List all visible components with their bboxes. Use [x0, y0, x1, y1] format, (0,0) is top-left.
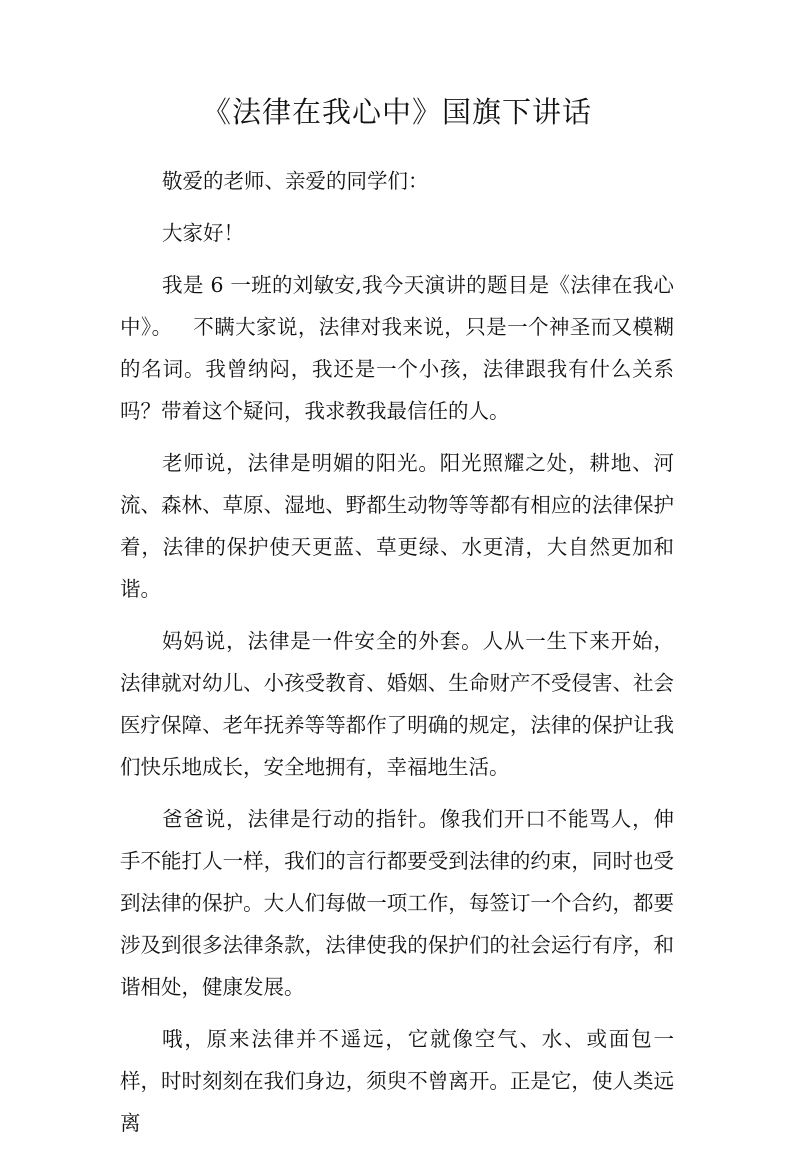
intro-paragraph: 我是 6 一班的刘敏安,我今天演讲的题目是《法律在我心中》。 不瞒大家说，法律对我来说，只是一个神圣而又模糊的名词。我曾纳闷，我还是一个小孩，法律跟我有什么关系吗？带着这个疑问，我求教我最信任的人。 — [120, 273, 674, 423]
document-page — [120, 92, 674, 1154]
mother-paragraph: 妈妈说，法律是一件安全的外套。人从一生下来开始，法律就对幼儿、小孩受教育、婚姻、生命财产不受侵害、社会医疗保障、老年抚养等等都作了明确的规定，法律的保护让我们快乐地成长，安全地拥有，幸福地生活。 — [120, 629, 674, 779]
conclusion-paragraph: 哦，原来法律并不遥远，它就像空气、水、或面包一样，时时刻刻在我们身边，须臾不曾离开。正是它，使人类远离 — [120, 1027, 674, 1135]
father-paragraph: 爸爸说，法律是行动的指针。像我们开口不能骂人，伸手不能打人一样，我们的言行都要受到法律的约束，同时也受到法律的保护。大人们每做一项工作，每签订一个合约，都要涉及到很多法律条款，法律使我的保护们的社会运行有序，和谐相处，健康发展。 — [120, 807, 674, 999]
document-title: 《法律在我心中》国旗下讲话 — [201, 95, 592, 129]
greeting-paragraph: 大家好！ — [162, 221, 244, 245]
salutation-paragraph: 敬爱的老师、亲爱的同学们： — [162, 169, 429, 193]
teacher-paragraph: 老师说，法律是明媚的阳光。阳光照耀之处，耕地、河流、森林、草原、湿地、野都生动物等等都有相应的法律保护着，法律的保护使天更蓝、草更绿、水更清，大自然更加和谐。 — [120, 451, 674, 601]
